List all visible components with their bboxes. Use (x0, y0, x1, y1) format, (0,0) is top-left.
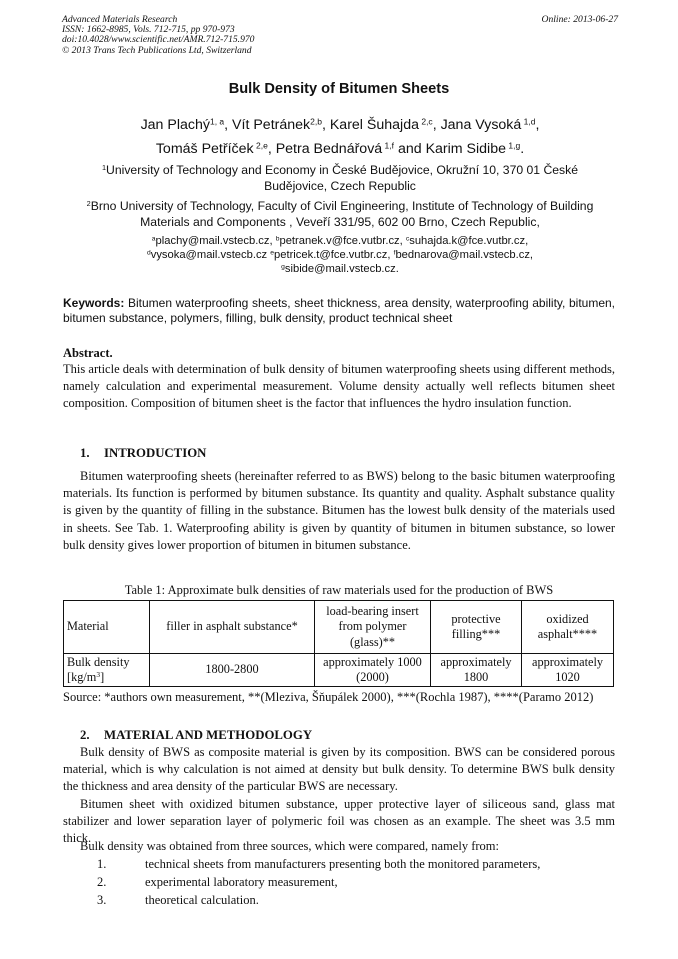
bulk-density-table (63, 600, 614, 687)
email-list (60, 234, 620, 277)
abstract-heading: Abstract. (63, 346, 113, 360)
journal-header (62, 15, 618, 56)
author: Jana Vysoká $^{1,d}$, (440, 116, 540, 133)
table-source: Source: *authors own measurement, **(Mleziva, Šňupálek 2000), ***(Rochla 1987), ****(Paramo 2012) (63, 690, 594, 704)
issn-line: ISSN: 1662-8985, Vols. 712-715, pp 970-973 (62, 24, 235, 36)
journal-name: Advanced Materials Research (62, 14, 178, 25)
table-header-cell: load-bearing insert from polymer (glass)** (315, 601, 431, 654)
table-cell: approximately 1020 (522, 654, 614, 687)
email[interactable]: $^b$petranek.v@fce.vutbr.cz, (275, 235, 406, 247)
email[interactable]: $^d$vysoka@mail.vstecb.cz (146, 249, 271, 262)
table-row-label: Bulk density $[kg/m^3]$ (64, 654, 150, 687)
affiliation-1: $^1$University of Technology and Economy in České Budějovice, Okružní 10, 370 01 České Budějovice, Czech Republic (101, 162, 579, 193)
email[interactable]: $^a$plachy@mail.vstecb.cz, (151, 235, 276, 247)
author: Tomáš Petříček $^{2,e}$, (155, 140, 276, 157)
abstract-text: This article deals with determination of bulk density of bitumen waterproofing sheets using different methods, namely calculation and experimental measurement. Volume density actually well reflects bitumen sheet composition. Composition of bitumen sheet is the factor that influences the hydro insulation function. (63, 362, 615, 411)
affiliation-2: $^2$Brno University of Technology, Faculty of Civil Engineering, Institute of Technology of Building Materials and Components , Veveří 331/95, 602 00 Brno, Czech Republic, (86, 198, 594, 229)
section-heading-introduction: 1. INTRODUCTION (80, 446, 207, 460)
table-cell: approximately 1800 (431, 654, 522, 687)
table-cell: 1800-2800 (150, 654, 315, 687)
table-header-cell: filler in asphalt substance* (150, 601, 315, 654)
copyright-line: © 2013 Trans Tech Publications Ltd, Switzerland (62, 44, 252, 56)
email[interactable]: $^e$petricek.t@fce.vutbr.cz, (270, 249, 394, 262)
author: Karim Sidibe $^{1,g}$. (425, 140, 525, 157)
author: Jan Plachý$^{1, a}$, (140, 116, 233, 133)
section-heading-methodology: 2. MATERIAL AND METHODOLOGY (80, 728, 313, 742)
table-header-cell: oxidized asphalt**** (522, 601, 614, 654)
table-caption: Table 1: Approximate bulk densities of raw materials used for the production of BWS (124, 583, 554, 597)
email[interactable]: $^f$bednarova@mail.vstecb.cz, (393, 249, 534, 262)
list-item: 2. experimental laboratory measurement, (97, 875, 338, 889)
author: Karel Šuhajda $^{2,c}$, (329, 116, 441, 133)
methodology-paragraph-1: Bulk density of BWS as composite material is given by its composition. BWS can be considered porous material, which is why calculation is not aimed at density but bulk density. To determine BWS bulk density the thickness and area density of the particular BWS are necessary. (63, 745, 615, 794)
table-header-row (64, 601, 614, 654)
list-item: 3. theoretical calculation. (97, 893, 259, 907)
author: Petra Bednářová $^{1,f}$ and (275, 140, 426, 157)
doi-line[interactable]: doi:10.4028/www.scientific.net/AMR.712-715.970 (62, 34, 255, 46)
author-list (64, 113, 616, 161)
online-date: Online: 2013-06-27 (541, 14, 618, 25)
author: Vít Petránek$^{2,b}$, (232, 116, 330, 133)
email[interactable]: $^c$suhajda.k@fce.vutbr.cz, (405, 235, 529, 247)
keywords-label: Keywords: (63, 296, 125, 310)
paper-title: Bulk Density of Bitumen Sheets (228, 81, 450, 97)
methodology-paragraph-2: Bitumen sheet with oxidized bitumen substance, upper protective layer of siliceous sand, glass mat stabilizer and lower separation layer of polymeric foil was chosen as an example. The sheet was 3.5 mm thick. (63, 797, 615, 846)
table-header-cell: protective filling*** (431, 601, 522, 654)
table-row (64, 654, 614, 687)
keywords-text: Bitumen waterproofing sheets, sheet thickness, area density, waterproofing ability, bitumen, bitumen substance, polymers, filling, bulk density, product technical sheet (63, 296, 615, 326)
table-header-cell: Material (64, 601, 150, 654)
list-item: 1. technical sheets from manufacturers presenting both the monitored parameters, (97, 857, 541, 871)
introduction-paragraph: Bitumen waterproofing sheets (hereinafter referred to as BWS) belong to the basic bitumen waterproofing materials. Its function is performed by bitumen substance. Its quantity and quality. Asphalt substance quality is given by the quantity of filling in the substance. Bitumen has the lowest bulk density of the materials used in sheets. See Tab. 1. Waterproofing ability is given by quantity of bitumen in bitumen substance, so lower bulk density gives lower proportion of bitumen in bitumen substance. (63, 469, 615, 552)
table-cell: approximately 1000 (2000) (315, 654, 431, 687)
methodology-paragraph-3: Bulk density was obtained from three sources, which were compared, namely from: (80, 839, 499, 853)
email[interactable]: $^g$sibide@mail.vstecb.cz. (281, 263, 399, 276)
keywords (63, 296, 615, 327)
